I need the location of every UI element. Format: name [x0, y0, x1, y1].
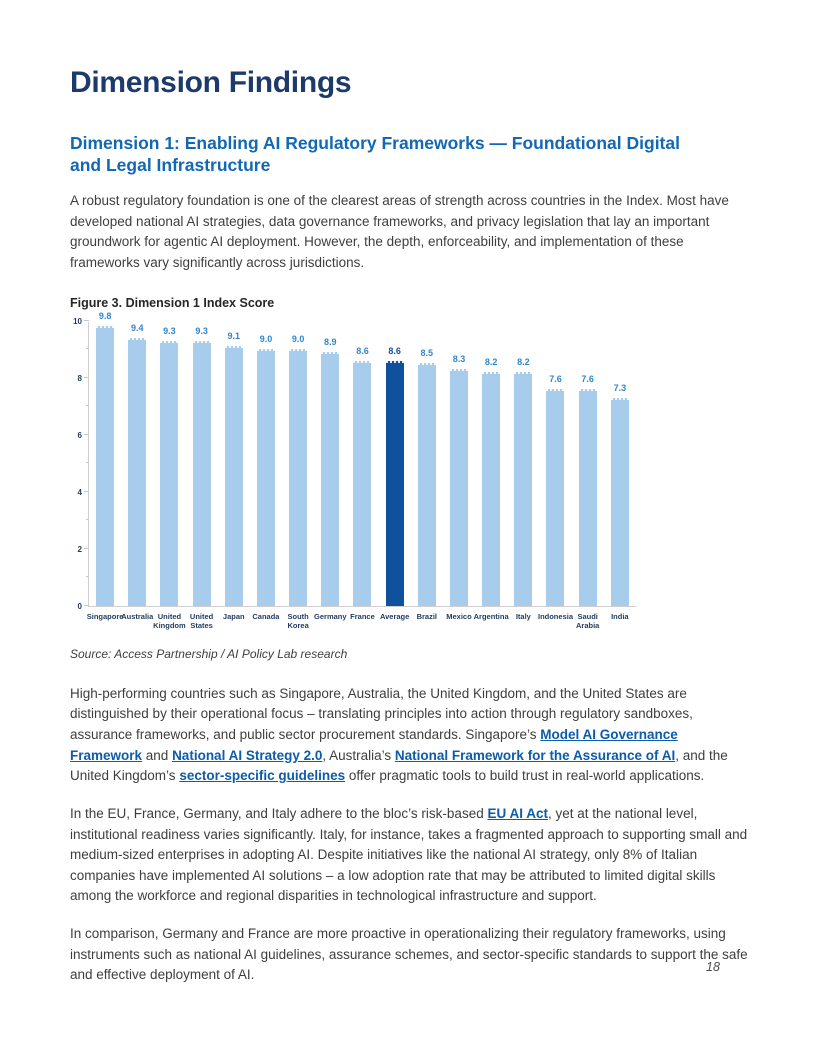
- paragraph-comparison: In comparison, Germany and France are more proactive in operationalizing their regulatory frameworks, using instruments such as national AI guidelines, assurance schemes, and sector-specific standards to support the safe and effective deployment of AI.: [70, 926, 748, 983]
- x-axis-label: Saudi Arabia: [575, 611, 600, 631]
- intro-paragraph: A robust regulatory foundation is one of the clearest areas of strength across countries in the Index. Most have developed national AI strategies, data governance frameworks, and privacy legislation that lay an important groundwork for agentic AI deployment. However, the depth, enforceability, and implementation of these frameworks vary significantly across jurisdictions.: [70, 193, 729, 271]
- bar-value-label: 9.1: [227, 331, 241, 342]
- x-axis-label: United Kingdom: [153, 611, 186, 631]
- paragraph-high-performing: High-performing countries such as Singapore, Australia, the United Kingdom, and the United States are distinguished by their operational focus – translating principles into action through regulatory sandboxes, assurance frameworks, and public sector procurement standards. Singapore’s Model AI Governance Framework and National AI Strategy 2.0, Australia’s National Framework for the Assurance of AI, and the United Kingdom’s sector-specific guidelines offer pragmatic tools to build trust in real-world applications.: [70, 685, 728, 784]
- bar-value-label: 9.4: [131, 322, 144, 333]
- x-axis-label: India: [611, 611, 629, 621]
- x-axis-label: Italy: [515, 611, 531, 621]
- chart-bar: [160, 341, 178, 606]
- chart-bar: [514, 372, 532, 606]
- chart-column: [250, 322, 282, 621]
- bar-value-label: 9.0: [291, 334, 305, 345]
- x-axis-label: United States: [189, 611, 214, 631]
- chart-bar: [128, 338, 146, 606]
- chart-column: [411, 322, 443, 621]
- chart-column: [153, 322, 186, 631]
- x-axis-label: Australia: [121, 611, 154, 621]
- bar-value-label: 9.3: [163, 325, 176, 336]
- figure-caption: Figure 3. Dimension 1 Index Score: [70, 295, 275, 310]
- chart-bar: [96, 326, 114, 605]
- chart-bar: [289, 349, 307, 606]
- section-heading: Dimension 1: Enabling AI Regulatory Frameworks — Foundational Digital and Legal Infrastructure: [70, 133, 680, 176]
- bar-value-label: 8.6: [388, 345, 401, 356]
- bar-value-label: 9.0: [259, 334, 273, 345]
- x-axis-label: Germany: [314, 611, 347, 621]
- chart-bar: [482, 372, 500, 606]
- chart-column: [537, 322, 573, 621]
- y-axis-tick-label: 8: [77, 373, 82, 383]
- chart-column: [218, 322, 250, 621]
- chart-bar: [353, 361, 371, 606]
- y-axis-tick-label: 4: [77, 487, 82, 497]
- bar-value-label: 9.3: [195, 325, 208, 336]
- chart-column: [604, 322, 636, 621]
- x-axis-label: Mexico: [446, 611, 472, 621]
- inline-link[interactable]: sector-specific guidelines: [179, 768, 346, 784]
- figure-source: Source: Access Partnership / AI Policy Lab research: [70, 646, 348, 661]
- chart-bar: [386, 361, 404, 606]
- chart-column: [443, 322, 475, 621]
- inline-link[interactable]: National Framework for the Assurance of AI: [394, 747, 676, 763]
- chart-bar: [193, 341, 211, 606]
- inline-link[interactable]: National AI Strategy 2.0: [172, 747, 323, 763]
- figure3-bar-chart: [70, 311, 636, 641]
- bar-value-label: 8.6: [356, 345, 369, 356]
- y-axis-tick-label: 10: [73, 316, 82, 326]
- x-axis-label: Singapore: [86, 611, 124, 621]
- bar-value-label: 8.2: [517, 356, 530, 367]
- bar-value-label: 7.6: [581, 374, 594, 385]
- chart-column: [186, 322, 218, 631]
- chart-bar: [546, 389, 564, 606]
- bar-value-label: 7.3: [613, 382, 627, 393]
- bar-value-label: 7.6: [549, 374, 562, 385]
- bar-value-label: 9.8: [98, 311, 112, 322]
- inline-link[interactable]: Model AI Governance Framework: [70, 726, 678, 763]
- chart-bar: [225, 346, 243, 605]
- chart-column: [507, 322, 539, 621]
- y-axis-tick-label: 0: [77, 601, 82, 611]
- chart-bar: [611, 398, 629, 606]
- chart-bar: [579, 389, 597, 606]
- x-axis-label: Average: [379, 611, 410, 621]
- chart-column: [572, 322, 604, 631]
- chart-column: [86, 311, 124, 621]
- paragraph-eu: In the EU, France, Germany, and Italy adhere to the bloc’s risk-based EU AI Act, yet at the national level, institutional readiness varies significantly. Italy, for instance, takes a fragmented approach to supporting small and medium-sized enterprises in adopting AI. Despite initiatives like the national AI strategy, only 8% of Italian companies have implemented AI solutions – a low adoption rate that may be attributed to limited digital skills among the workforce and regional disparities in technological infrastructure and support.: [70, 805, 748, 904]
- bar-value-label: 8.2: [484, 356, 498, 367]
- chart-plot: [86, 311, 636, 631]
- chart-column: [282, 322, 314, 631]
- chart-column: [314, 322, 347, 621]
- x-axis-label: Canada: [252, 611, 280, 621]
- chart-bar: [418, 363, 436, 605]
- page-number: 18: [706, 960, 720, 974]
- bar-value-label: 8.3: [452, 354, 466, 365]
- x-axis-label: Japan: [222, 611, 245, 621]
- x-axis-label: Brazil: [416, 611, 438, 621]
- chart-column: [379, 322, 411, 621]
- chart-column: [346, 322, 378, 621]
- x-axis-label: Argentina: [473, 611, 509, 621]
- inline-link[interactable]: EU AI Act: [487, 805, 548, 821]
- chart-bar: [257, 349, 275, 606]
- chart-y-axis: [70, 316, 88, 611]
- page-title: Dimension Findings: [70, 66, 352, 99]
- chart-inner: [70, 311, 636, 631]
- x-axis-label: Indonesia: [537, 611, 573, 621]
- bar-value-label: 8.5: [420, 348, 434, 359]
- bar-value-label: 8.9: [324, 337, 337, 348]
- y-axis-tick-label: 2: [77, 544, 82, 554]
- chart-bar: [450, 369, 468, 606]
- chart-column: [121, 322, 154, 621]
- x-axis-label: South Korea: [287, 611, 309, 631]
- chart-column: [473, 322, 509, 621]
- x-axis-label: France: [350, 611, 375, 621]
- chart-bar: [321, 352, 339, 606]
- y-axis-tick-label: 6: [77, 430, 82, 440]
